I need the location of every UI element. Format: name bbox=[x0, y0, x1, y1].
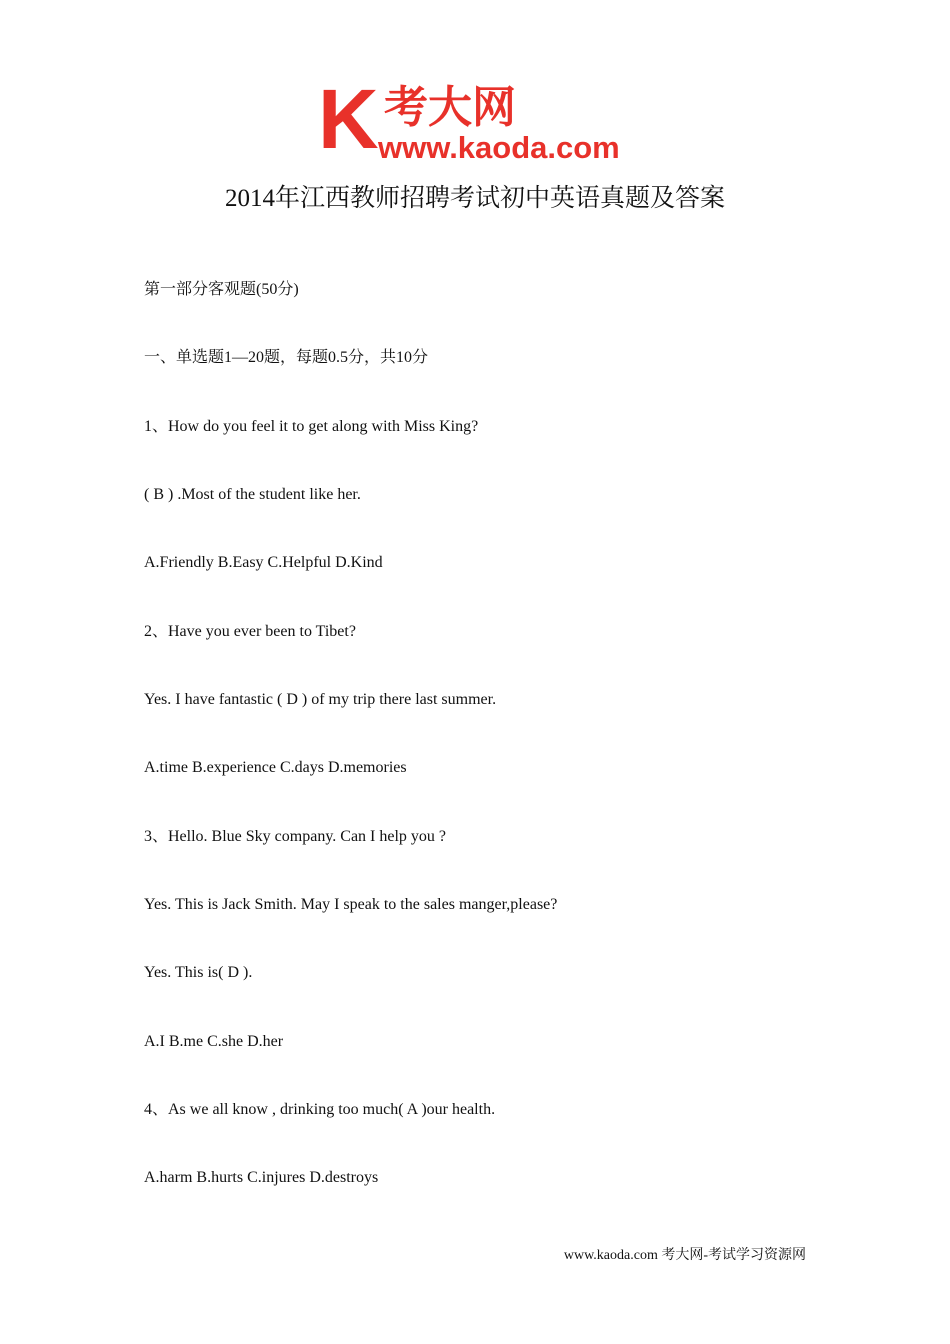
page-footer: www.kaoda.com 考大网-考试学习资源网 bbox=[563, 1248, 806, 1263]
kaoda-logo-graphic bbox=[318, 78, 638, 162]
question-4-options: A.harm B.hurts C.injures D.destroys bbox=[144, 1169, 379, 1186]
question-instructions: 一、单选题1—20题，每题0.5分，共10分 bbox=[144, 349, 429, 366]
question-3-answer-line: Yes. This is( D ). bbox=[144, 964, 253, 981]
kaoda-logo bbox=[318, 78, 638, 162]
logo-url: www.kaoda.com bbox=[378, 130, 620, 162]
question-1-options: A.Friendly B.Easy C.Helpful D.Kind bbox=[144, 554, 383, 571]
question-1-answer-line: ( B ) .Most of the student like her. bbox=[144, 486, 361, 503]
question-2-prompt: 2、Have you ever been to Tibet? bbox=[144, 623, 356, 640]
question-3-prompt: 3、Hello. Blue Sky company. Can I help you ? bbox=[144, 828, 447, 845]
section-heading: 第一部分客观题(50分) bbox=[144, 281, 299, 298]
question-3-dialogue: Yes. This is Jack Smith. May I speak to the sales manger,please? bbox=[144, 896, 558, 913]
question-4-prompt: 4、As we all know , drinking too much( A )our health. bbox=[144, 1101, 496, 1118]
question-3-options: A.I B.me C.she D.her bbox=[144, 1033, 284, 1050]
document-title: 2014年江西教师招聘考试初中英语真题及答案 bbox=[224, 185, 725, 212]
question-1-prompt: 1、How do you feel it to get along with Miss King? bbox=[144, 418, 479, 435]
logo-k-letter: K bbox=[318, 78, 379, 162]
question-2-options: A.time B.experience C.days D.memories bbox=[144, 759, 407, 776]
question-2-answer-line: Yes. I have fantastic ( D ) of my trip there last summer. bbox=[144, 691, 497, 708]
logo-cn-name: 考大网 bbox=[384, 82, 516, 133]
